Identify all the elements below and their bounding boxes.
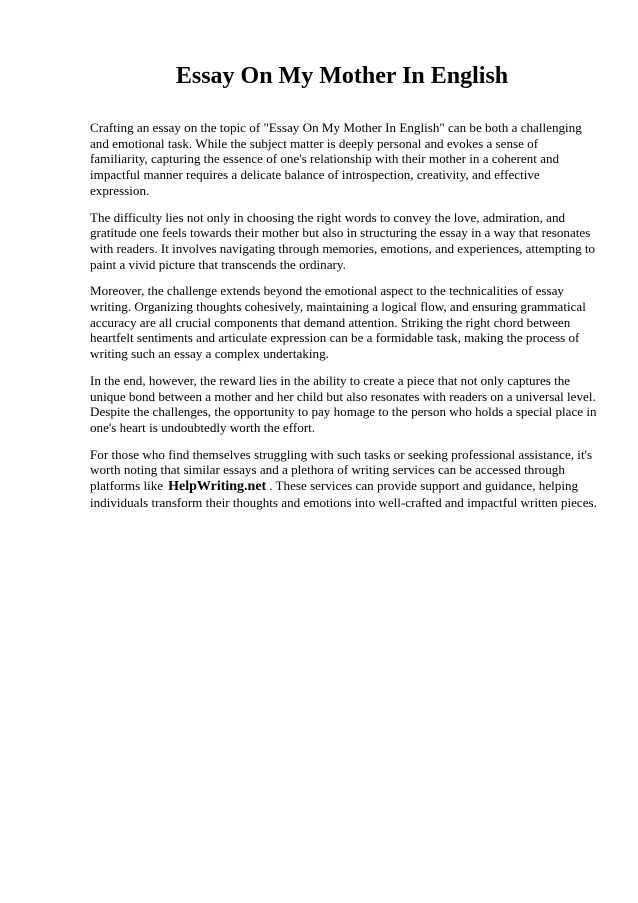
document-title: Essay On My Mother In English — [175, 63, 509, 89]
paragraph-4: In the end, however, the reward lies in the ability to create a piece that not only captures the unique bond between a mother and her child but also resonates with readers on a universal level. Despite the challenges, the opportunity to pay homage to the person who holds a special place in one's heart is undoubtedly worth the effort. — [90, 372, 597, 435]
paragraph-5-text-before-link: For those who find themselves struggling with such tasks or seeking professional assistance, it's worth noting that similar essays and a plethora of writing services can be accessed through platforms like — [90, 446, 593, 494]
helpwriting-link[interactable]: HelpWriting.net — [168, 479, 267, 495]
paragraph-2: The difficulty lies not only in choosing the right words to convey the love, admiration, and gratitude one feels towards their mother but also in structuring the essay in a way that resonates with readers. It involves navigating through memories, emotions, and experiences, attempting to paint a vivid picture that transcends the ordinary. — [90, 209, 596, 272]
paragraph-1: Crafting an essay on the topic of "Essay On My Mother In English" can be both a challenging and emotional task. While the subject matter is deeply personal and evokes a sense of familiarity, capturing the essence of one's relationship with their mother in a coherent and impactful manner requires a delicate balance of introspection, creativity, and effective expression. — [90, 120, 582, 198]
paragraph-3: Moreover, the challenge extends beyond the emotional aspect to the technicalities of essay writing. Organizing thoughts cohesively, maintaining a logical flow, and ensuring grammatical accuracy are all crucial components that demand attention. Striking the right chord between heartfelt sentiments and articulate expression can be a formidable task, making the process of writing such an essay a complex undertaking. — [90, 283, 586, 362]
paragraph-5-text-after-link: . These services can provide support and guidance, helping individuals transform their thoughts and emotions into well-crafted and impactful written pieces. — [90, 478, 597, 510]
document-body — [90, 120, 598, 510]
paragraph-5 — [90, 447, 598, 511]
